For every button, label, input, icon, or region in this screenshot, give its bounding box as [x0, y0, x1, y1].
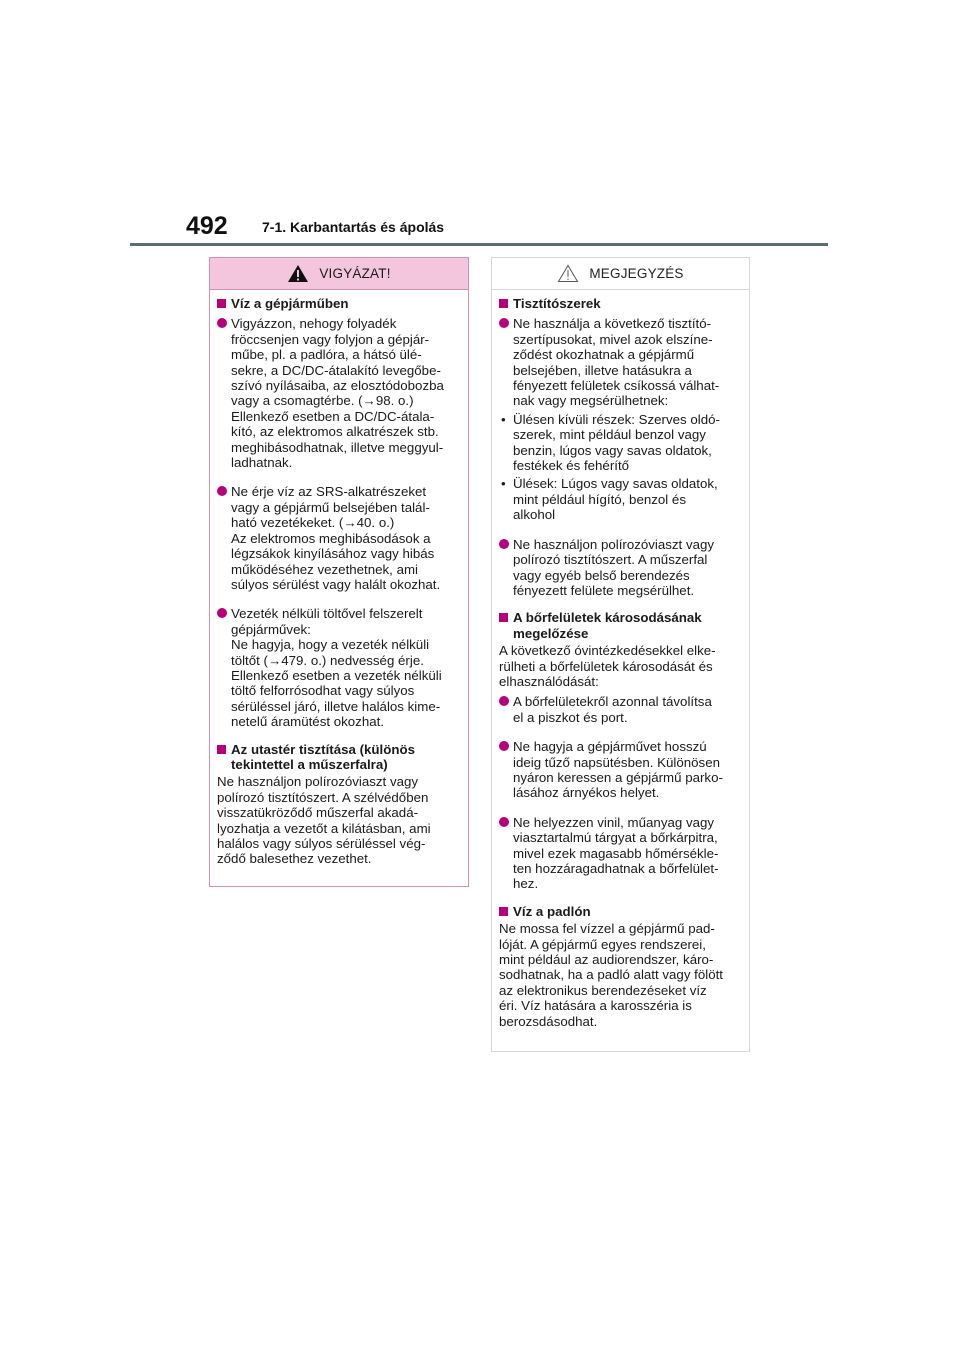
page-number: 492: [186, 212, 228, 240]
list-item: Vigyázzon, nehogy folyadék fröccsenjen vagy folyjon a gépjár- műbe, pl. a padlóra, a hátsó ülé- sekre, a DC/DC-átalakító levegőbe- szívó nyílásaiba, az elosztódobozba vagy a csomagtérbe. (→98. o.) Ellenkező esetben a DC/DC-átala- kító, az elektromos alkatrészek stb. meghibásodhatnak, illetve meggyul- ladhatnak.: [217, 316, 461, 470]
warning-box-title: VIGYÁZAT!: [319, 266, 391, 281]
paragraph: Ne mossa fel vízzel a gépjármű pad- lóját. A gépjármű egyes rendszerei, mint például az audiorendszer, káro- sodhatnak, ha a padló alatt vagy fölött az elektronikus berendezéseket víz éri. Víz hatására a karosszéria is berozsdásodhat.: [499, 921, 723, 1029]
list-item: Ne használjon polírozóviaszt vagy polírozó tisztítószert. A műszerfal vagy egyéb belső berendezés fényezett felülete megsérülhet.: [499, 537, 742, 599]
paragraph: Ne használjon polírozóviaszt vagy polírozó tisztítószert. A szélvédőben visszatükröződő műszerfal akadá- lyozhatja a vezetőt a kilátásban, ami halálos vagy súlyos sérüléssel vég- ződő balesethez vezethet.: [217, 774, 431, 867]
list-item: Ne helyezzen vinil, műanyag vagy viasztartalmú tárgyat a bőrkárpitra, mivel ezek magasabb hőmérsékle- ten hozzáragadhatnak a bőrfelület- hez.: [499, 815, 742, 892]
square-bullet-icon: [217, 299, 226, 308]
warning-triangle-icon: [287, 264, 309, 283]
small-bullet-icon: •: [501, 411, 506, 427]
round-bullet-icon: [499, 817, 509, 827]
round-bullet-icon: [217, 486, 227, 496]
section-heading: Víz a padlón: [499, 904, 742, 919]
round-bullet-icon: [499, 696, 509, 706]
sub-list-item: • Ülésen kívüli részek: Szerves oldó- szerek, mint például benzol vagy benzin, lúgos vagy savas oldatok, festékek és fehérítő: [501, 411, 720, 474]
note-box: [491, 257, 750, 1052]
note-box-title: MEGJEGYZÉS: [589, 266, 684, 281]
header-divider: [130, 243, 828, 246]
list-item: Ne használja a következő tisztító- szertípusokat, mivel azok elszíne- ződést okozhatnak a gépjármű belsejében, illetve hatásukra a fényezett felületek csíkossá válhat- nak vagy megsérülhetnek:: [499, 316, 742, 408]
section-title: 7-1. Karbantartás és ápolás: [262, 219, 445, 235]
section-heading: A bőrfelületek károsodásának megelőzése: [499, 610, 742, 641]
round-bullet-icon: [499, 741, 509, 751]
warning-box-header: [210, 258, 468, 290]
caution-outline-triangle-icon: [557, 264, 579, 283]
square-bullet-icon: [217, 745, 226, 754]
square-bullet-icon: [499, 299, 508, 308]
warning-box: [209, 257, 469, 887]
round-bullet-icon: [499, 318, 509, 328]
list-item: Ne hagyja a gépjárművet hosszú ideig tűző napsütésben. Különösen nyáron keressen a gépjármű parko- lásához árnyékos helyet.: [499, 739, 742, 801]
list-item: A bőrfelületekről azonnal távolítsa el a piszkot és port.: [499, 694, 742, 725]
list-item: Ne érje víz az SRS-alkatrészeket vagy a gépjármű belsejében talál- ható vezetékeket. (→40. o.) Az elektromos meghibásodások a légzsákok kinyílásához vagy hibás működéséhez vezethetnek, ami súlyos sérülést vagy halált okozhat.: [217, 484, 461, 592]
square-bullet-icon: [499, 613, 508, 622]
round-bullet-icon: [499, 539, 509, 549]
round-bullet-icon: [217, 318, 227, 328]
square-bullet-icon: [499, 907, 508, 916]
list-item: Vezeték nélküli töltővel felszerelt gépjárművek: Ne hagyja, hogy a vezeték nélküli töltőt (→479. o.) nedvesség érje. Ellenkező esetben a vezeték nélküli töltő felforrósodhat vagy súlyos sérüléssel járó, illetve halálos kime- netelű áramütést okozhat.: [217, 606, 461, 729]
paragraph: A következő óvintézkedésekkel elke- rülheti a bőrfelületek károsodását és elhasználódását:: [499, 643, 716, 689]
note-box-header: [492, 258, 749, 290]
small-bullet-icon: •: [501, 476, 506, 492]
round-bullet-icon: [217, 608, 227, 618]
sub-list-item: • Ülések: Lúgos vagy savas oldatok, mint például hígító, benzol és alkohol: [501, 476, 718, 523]
section-heading: Víz a gépjárműben: [217, 296, 461, 311]
section-heading: Tisztítószerek: [499, 296, 742, 311]
section-heading: Az utastér tisztítása (különös tekintettel a műszerfalra): [217, 742, 461, 773]
